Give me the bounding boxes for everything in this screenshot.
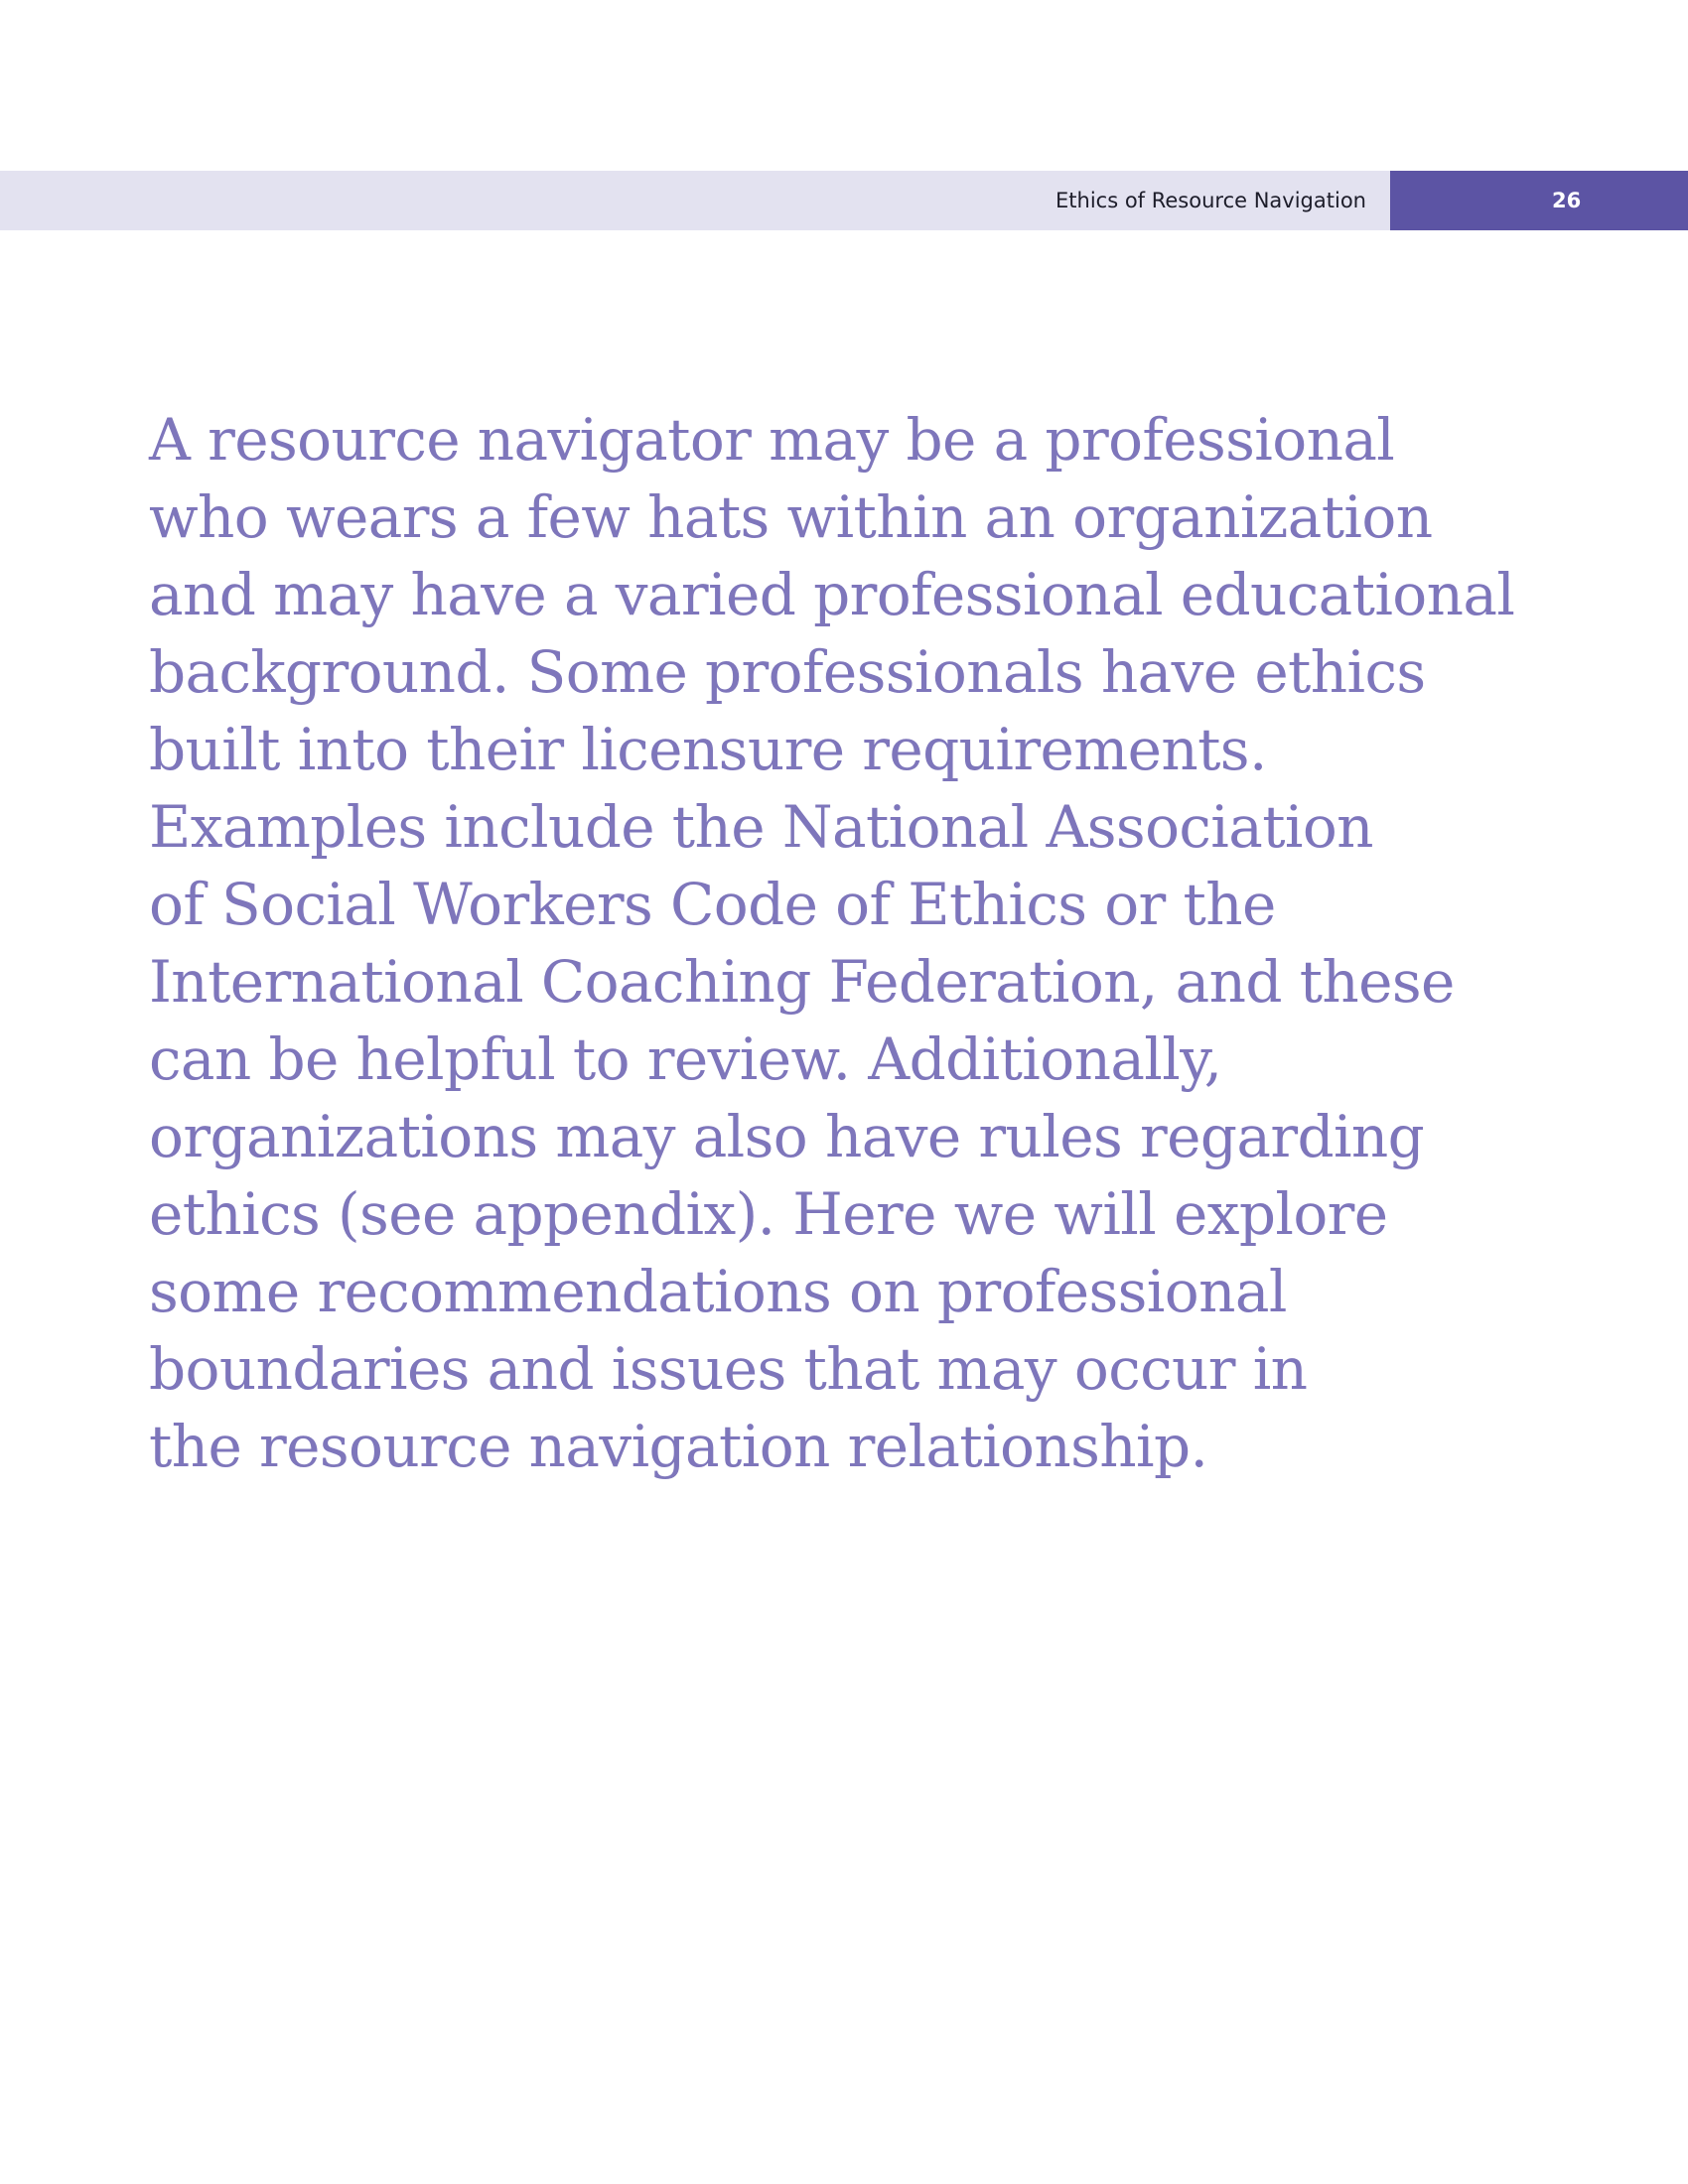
body-line: of Social Workers Code of Ethics or the [149, 871, 1276, 938]
body-line: built into their licensure requirements. [149, 716, 1267, 783]
page-number-box [1390, 171, 1688, 230]
body-line: organizations may also have rules regarding [149, 1103, 1425, 1170]
body-line: can be helpful to review. Additionally, [149, 1025, 1222, 1093]
body-line: boundaries and issues that may occur in [149, 1335, 1308, 1403]
body-line: A resource navigator may be a professional [149, 406, 1395, 474]
body-line: the resource navigation relationship. [149, 1413, 1208, 1480]
running-header-title: Ethics of Resource Navigation [1055, 189, 1366, 212]
body-line: some recommendations on professional [149, 1258, 1287, 1325]
body-line: ethics (see appendix). Here we will explore [149, 1180, 1388, 1248]
body-line: International Coaching Federation, and these [149, 948, 1455, 1016]
body-line: who wears a few hats within an organization [149, 483, 1433, 551]
body-line: and may have a varied professional educational [149, 561, 1515, 628]
running-header [0, 171, 1688, 230]
page-number: 26 [1552, 189, 1582, 212]
body-line: background. Some professionals have ethics [149, 638, 1426, 706]
body-paragraph [149, 401, 1559, 1485]
body-line: Examples include the National Association [149, 793, 1373, 861]
